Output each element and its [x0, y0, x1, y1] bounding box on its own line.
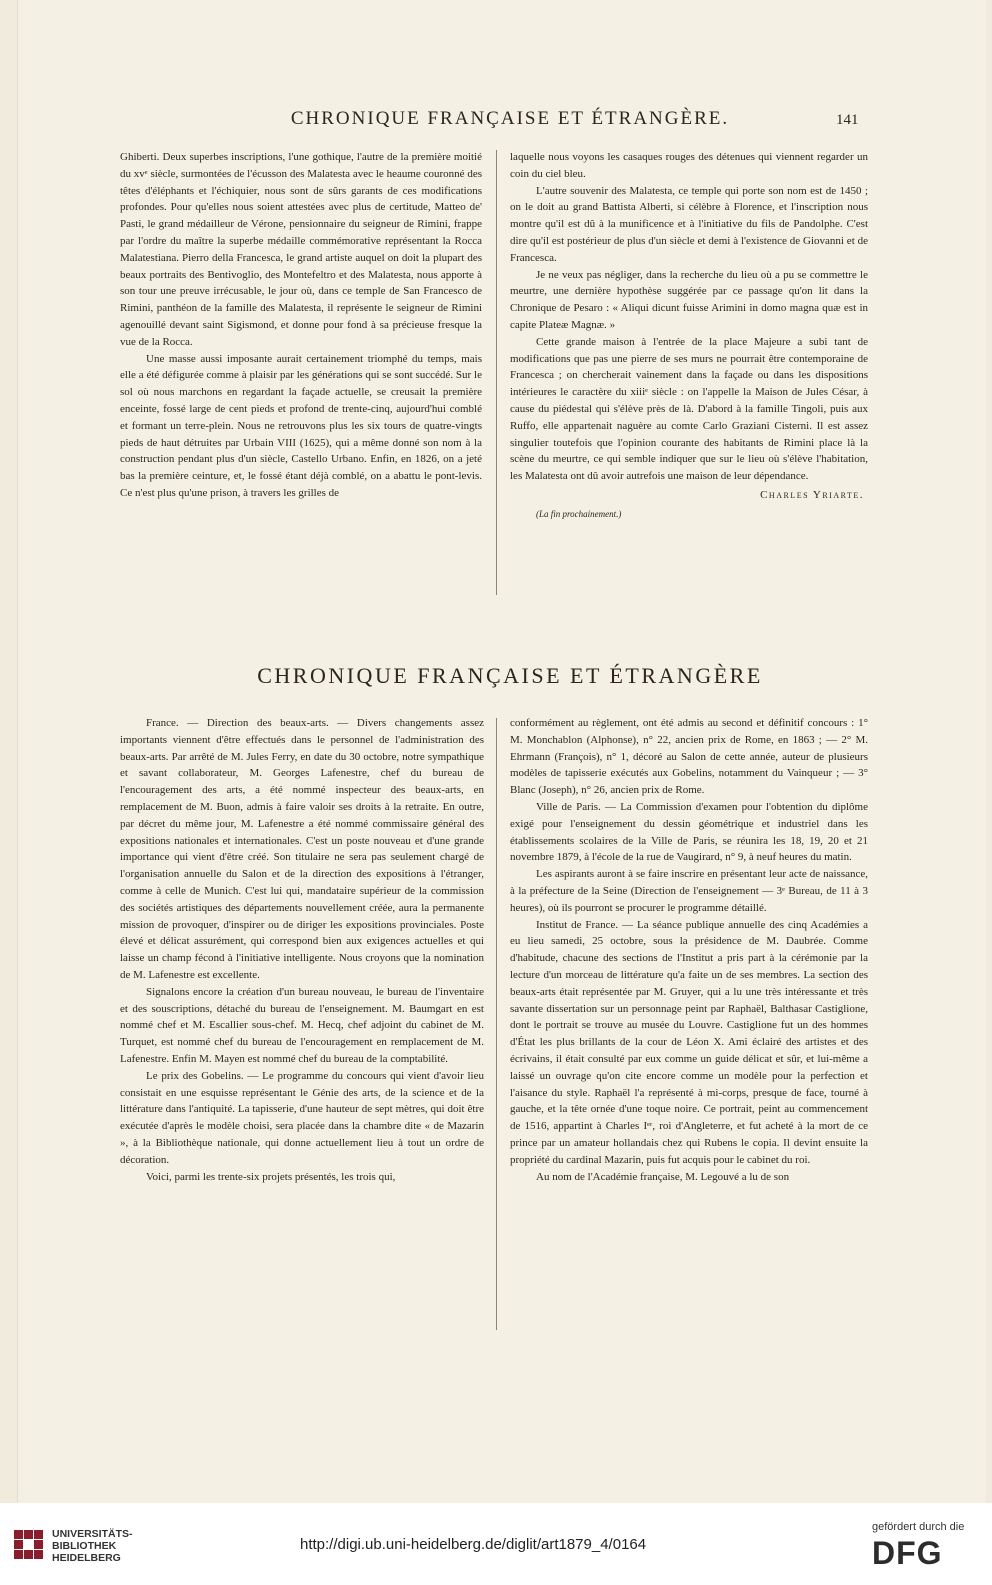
paragraph: Signalons encore la création d'un bureau nouveau, le bureau de l'inventaire et des souscriptions, détaché du bureau de l'enseignement. M. Baumgart en est nommé chef et M. Escallier sous-chef. M. Hecq, chef adjoint du cabinet de M. Turquet, est nommé chef du bureau de l'encouragement en remplacement de M. Lafenestre. Enfin M. Mayen est nommé chef du bureau de la comptabilité. — [120, 985, 484, 1065]
chronicle-column-right — [510, 715, 868, 1185]
library-name-line: HEIDELBERG — [52, 1552, 121, 1564]
article-column-left — [120, 149, 482, 502]
paragraph: Le prix des Gobelins. — Le programme du concours qui vient d'avoir lieu consistait en une esquisse représentant le Génie des arts, de la science et de la littérature dans l'antiquité. La tapisserie, d'une hauteur de sept mètres, qui doit être exécutée d'après le modèle choisi, sera placée dans la chambre dite « de Mazarin », à la Bibliothèque nationale, qui donne actuellement lieu à tout un ordre de décoration. — [120, 1069, 484, 1166]
paragraph: L'autre souvenir des Malatesta, ce temple qui porte son nom est de 1450 ; on le doit au grand Battista Alberti, si célèbre à Florence, et l'inscription nous montre qu'il est dû à la munificence et à l'initiative du fils de Pandolphe. C'est dire qu'il est postérieur de plus d'un siècle et demi à l'existence de Giovanni et de Francesca. — [510, 184, 868, 264]
funding-caption: gefördert durch die — [872, 1521, 965, 1533]
paragraph: Ghiberti. Deux superbes inscriptions, l'une gothique, l'autre de la première moitié du xvᵉ siècle, surmontées de l'écusson des Malatesta avec le heaume couronné des têtes d'éléphants et l'échiquier, nous sont de sûrs garants de ces modifications profondes. Pour qu'elles nous soient attestées avec plus de certitude, Matteo de' Pasti, le grand médailleur de Vérone, pensionnaire du seigneur de Rimini, frappe par l'ordre du maître la superbe médaille commémorative représentant la Rocca Malatestiana. Pierro della Francesca, le grand artiste auquel on doit la plupart des beaux portraits des Bentivoglio, des Montefeltro et des Malatesta, nous apporte à son tour une preuve irrécusable, le jour où, dans ce temple de San Francesco de Rimini, panthéon de la famille des Malatesta, il représente le seigneur de Rimini agenouillé devant saint Sigismond, et donne pour fond à sa précieuse fresque la vue de la Rocca. — [120, 151, 482, 348]
paragraph: Cette grande maison à l'entrée de la place Majeure a subi tant de modifications que pas une pierre de ses murs ne pourrait être contemporaine de Francesca ; on chercherait vainement dans la façade ou dans les dispositions intérieures le caractère du xiiiᵉ siècle : on l'appelle la Maison de Jules César, à cause du piédestal qui s'élève près de là. D'abord à la famille Tingoli, puis aux Ruffo, elle appartenait naguère au comte Carlo Graziani Cisterni. Il est assez singulier toutefois que l'opinion courante des habitants de Rimini place là la scène du meurtre, ce qui semble indiquer que sur le lieu où s'élève l'habitation, les Malatesta ont dû avoir autrefois une maison de leur dépendance. — [510, 335, 868, 483]
permalink-url[interactable]: http://digi.ub.uni-heidelberg.de/diglit/art1879_4/0164 — [300, 1536, 647, 1553]
paragraph: conformément au règlement, ont été admis au second et définitif concours : 1° M. Monchablon (Alphonse), n° 22, ancien prix de Rome, en 1863 ; — 2° M. Ehrmann (François), n° 1, décoré au Salon de cette année, auteur de plusieurs modèles de tapisserie exécutés aux Gobelins, notamment du Vainqueur ; — 3° Blanc (Joseph), n° 26, ancien prix de Rome. — [510, 717, 868, 797]
library-name-line: BIBLIOTHEK — [52, 1540, 117, 1552]
paragraph: Voici, parmi les trente-six projets présentés, les trois qui, — [146, 1170, 396, 1183]
paragraph: Ville de Paris. — La Commission d'examen pour l'obtention du diplôme exigé pour l'enseignement du dessin géométrique et industriel dans les établissements scolaires de la Ville de Paris, se réunira les 18, 19, 20 et 21 novembre 1879, à l'école de la rue de Vaugirard, n° 9, à neuf heures du matin. — [510, 800, 868, 864]
library-name-line: UNIVERSITÄTS- — [52, 1528, 133, 1540]
university-library-name — [52, 1528, 133, 1564]
paragraph: laquelle nous voyons les casaques rouges des détenues qui viennent regarder un coin du ciel bleu. — [510, 151, 868, 180]
paragraph: Institut de France. — La séance publique annuelle des cinq Académies a eu lieu samedi, 25 octobre, sous la présidence de M. Daubrée. Comme d'habitude, chacune des sections de l'Institut a pris part à la cérémonie par la lecture d'un morceau de littérature qu'a faite un de ses membres. La section des beaux-arts était représentée par M. Gruyer, qui a lu une très intéressante et très savante dissertation sur un personnage peint par Raphaël, Balthasar Castiglione, dont le portrait se trouve au musée du Louvre. Castiglione fut un des hommes d'État les plus brillants de la cour de Léon X. Ami éclairé des artistes et des écrivains, il était consulté par eux comme un guide délicat et sûr, et lui-même a laissé un ouvrage qu'on cite encore comme un modèle pour la perfection et l'aisance du style. Raphaël l'a représenté à mi-corps, presque de face, tourné à gauche, et la tête ornée d'une toque noire. Ce portrait, peint au commencement de 1516, appartint à Charles Iᵉʳ, roi d'Angleterre, et fut acheté à la mort de ce prince par un amateur hollandais chez qui Rubens le copia. Il devint ensuite la propriété du cardinal Mazarin, puis fut acquis pour le cabinet du roi. — [510, 918, 868, 1166]
paragraph: Une masse aussi imposante aurait certainement triomphé du temps, mais elle a été défigurée comme à plaisir par les générations qui se sont succédé. Sur le sol où nous marchons en regardant la façade actuelle, se creusait la première enceinte, fossé large de cent pieds et profond de trente-cinq, aujourd'hui comblé et formant un terre-plein. Nous ne retrouvons plus les six tours de quatre-vingts pieds de haut détruites par Urbain VIII (1625), qui a même donné son nom à la construction pendant plus d'un siècle, Castello Urbano. Enfin, en 1826, on a jeté bas la première ceinture, et, le fossé étant déjà comblé, on a abattu le pont-levis. Ce n'est plus qu'une prison, à travers les grilles de — [120, 352, 482, 499]
column-divider — [496, 150, 497, 595]
paragraph: Au nom de l'Académie française, M. Legouvé a lu de son — [536, 1170, 790, 1183]
paragraph: Les aspirants auront à se faire inscrire en présentant leur acte de naissance, à la préfecture de la Seine (Direction de l'enseignement — 3ᵉ Bureau, de 11 à 3 heures), où ils pourront se procurer le programme détaillé. — [510, 868, 868, 914]
chronicle-column-left — [120, 715, 484, 1185]
page-number: 141 — [836, 112, 859, 128]
section-heading: CHRONIQUE FRANÇAISE ET ÉTRANGÈRE — [257, 663, 763, 688]
article-column-right — [510, 149, 868, 523]
author-signature: Charles Yriarte. — [760, 488, 864, 501]
sequel-note: (La fin prochainement.) — [536, 508, 622, 519]
paragraph: France. — Direction des beaux-arts. — Divers changements assez importants viennent d'être effectués dans le personnel de l'administration des beaux-arts. Par arrêté de M. Jules Ferry, en date du 30 octobre, notre sympathique et savant collaborateur, M. Georges Lafenestre, chef du bureau de l'encouragement des arts, a été nommé inspecteur des beaux-arts, en remplacement de M. Buon, admis à faire valoir ses droits à la retraite. En outre, par décret du même jour, M. Lafenestre a été nommé commissaire général des expositions nationales et internationales. C'est un poste nouveau et d'une grande importance qui vient d'être créé. Son titulaire ne sera pas seulement chargé de l'organisation annuelle du Salon et de la direction des expositions à l'étranger, comme à celle de Munich. C'est lui qui, mandataire supérieur de la commission des sociétés artistiques des départements nouvellement créée, aura la permanente mission de provoquer, d'inspirer ou de diriger les expositions provinciales. Poste élevé et délicat assurément, qui correspond bien aux exigences actuelles et qui laisse un champ fécond à l'initiative intelligente. Nous croyons que la nomination de M. Lafenestre est excellente. — [120, 717, 484, 981]
dfg-logo: DFG — [872, 1535, 943, 1571]
university-library-logo-icon — [14, 1530, 44, 1560]
running-title: CHRONIQUE FRANÇAISE ET ÉTRANGÈRE. — [290, 108, 730, 129]
paragraph: Je ne veux pas négliger, dans la recherche du lieu où a pu se commettre le meurtre, une dernière hypothèse suggérée par ce passage qu'on lit dans la Chronique de Pesaro : « Aliqui dicunt fuisse Arimini in domo magna quæ est in capite Plateæ Magnæ. » — [510, 268, 868, 331]
column-divider — [496, 718, 497, 1330]
